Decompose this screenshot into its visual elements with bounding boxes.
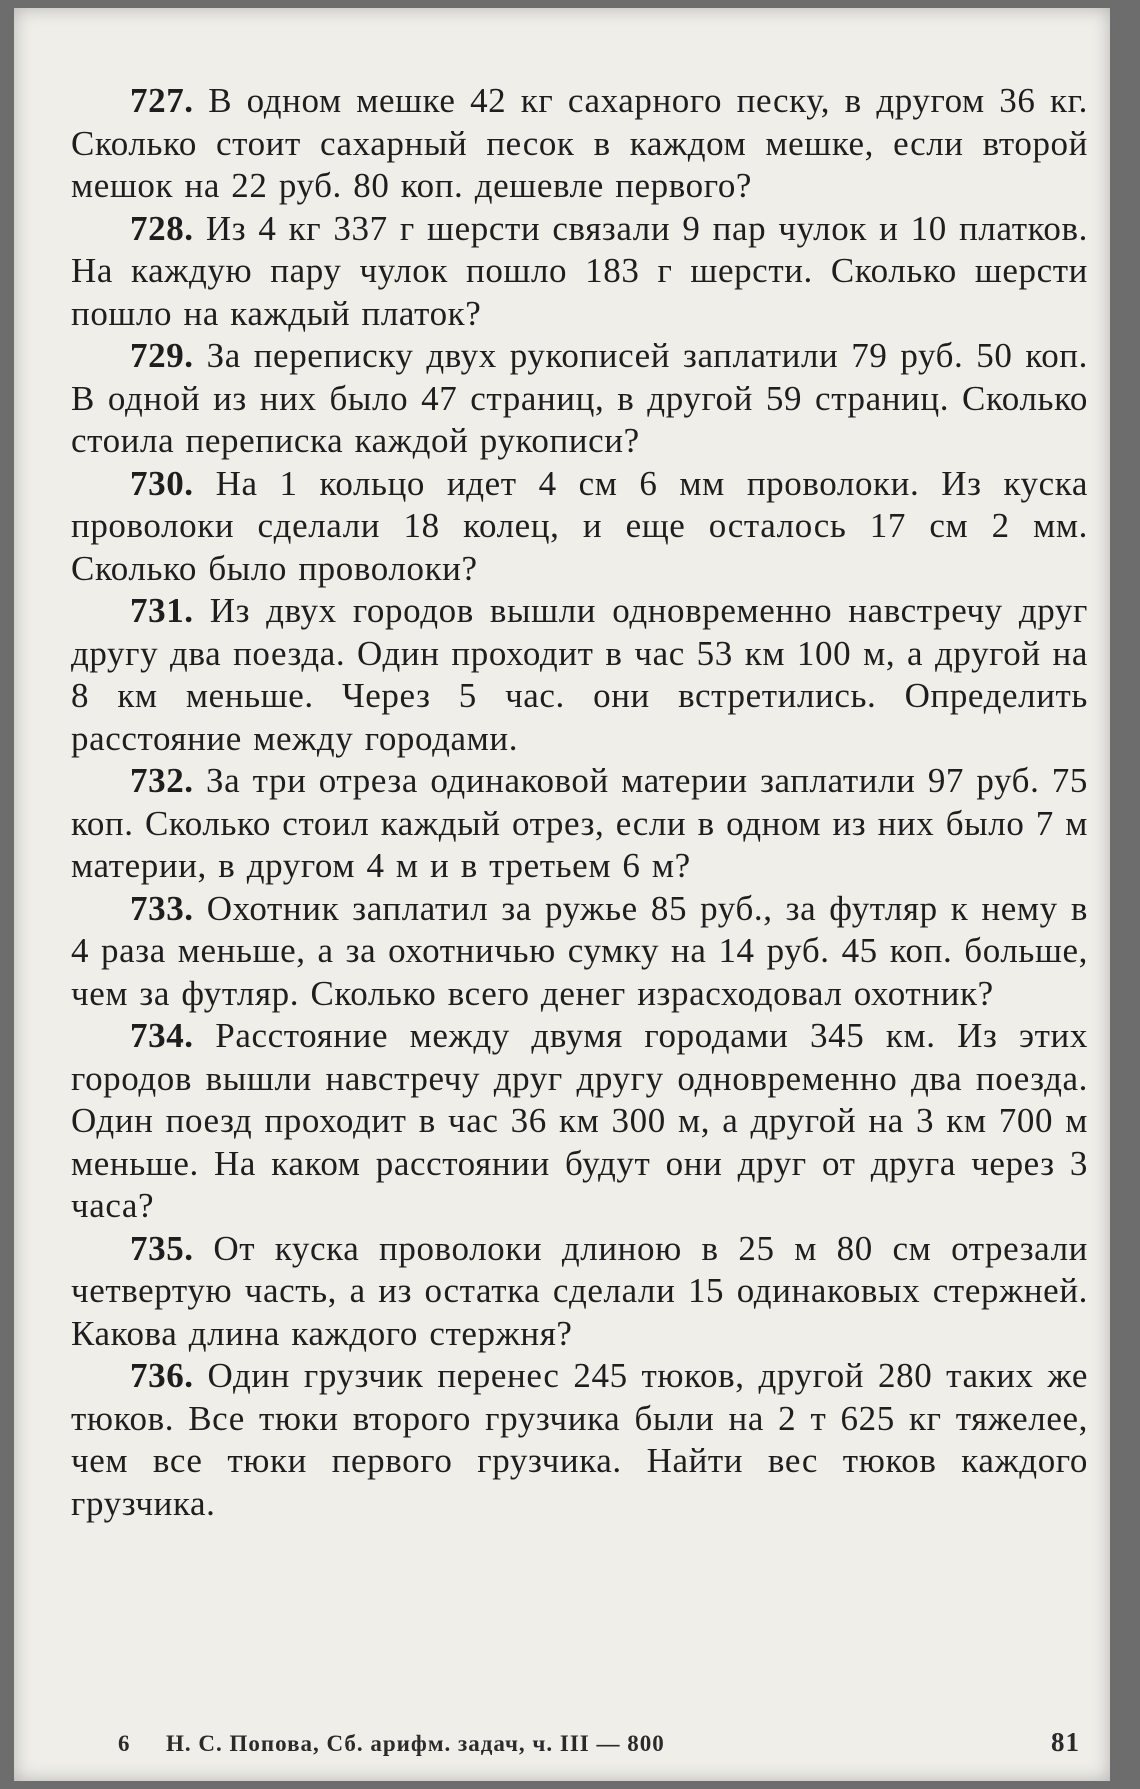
problem-728	[71, 208, 1088, 336]
problem-number: 729.	[130, 336, 194, 375]
problem-number: 733.	[130, 888, 194, 928]
problem-736	[71, 1355, 1088, 1525]
problem-732	[71, 760, 1088, 888]
problem-727	[71, 80, 1088, 208]
problem-number: 732.	[130, 761, 194, 800]
problem-number: 731.	[130, 591, 194, 630]
book-page	[14, 8, 1110, 1781]
problem-text: Из двух городов вышли одновременно навстречу друг другу два поезда. Один проходит в час 53 км 100 м, а другой на 8 км меньше. Через 5 час. они встретились. Определить расстояние между городами.	[71, 591, 1088, 758]
problem-list	[71, 80, 1088, 1525]
problem-text: За переписку двух рукописей заплатили 79 руб. 50 коп. В одной из них было 47 страниц, в другой 59 страниц. Сколько стоила переписка каждой рукописи?	[71, 336, 1088, 460]
problem-733	[71, 888, 1088, 1016]
problem-text: За три отреза одинаковой материи заплатили 97 руб. 75 коп. Сколько стоил каждый отрез, если в одном из них было 7 м материи, в другом 4 м и в третьем 6 м?	[71, 761, 1088, 885]
problem-text: От куска проволоки длиною в 25 м 80 см отрезали четвертую часть, а из остатка сделали 15 одинаковых стержней. Какова длина каждого стержня?	[71, 1228, 1088, 1353]
problem-text: Охотник заплатил за ружье 85 руб., за футляр к нему в 4 раза меньше, а за охотничью сумку на 14 руб. 45 коп. больше, чем за футляр. Сколько всего денег израсходовал охотник?	[71, 888, 1088, 1013]
signature-mark: 6	[118, 1731, 131, 1756]
problem-734	[71, 1015, 1088, 1228]
problem-number: 728.	[130, 208, 194, 248]
problem-731	[71, 590, 1088, 760]
problem-text: Из 4 кг 337 г шерсти связали 9 пар чулок и 10 платков. На каждую пару чулок пошло 183 г шерсти. Сколько шерсти пошло на каждый платок?	[71, 208, 1088, 333]
book-reference: Н. С. Попова, Сб. арифм. задач, ч. III — 800	[166, 1731, 665, 1756]
problem-number: 730.	[130, 463, 194, 503]
problem-730	[71, 463, 1088, 591]
problem-text: Один грузчик перенес 245 тюков, другой 280 таких же тюков. Все тюки второго грузчика были на 2 т 625 кг тяжелее, чем все тюки первого грузчика. Найти вес тюков каждого грузчика.	[71, 1356, 1088, 1523]
page-footer	[118, 1727, 1088, 1771]
problem-text: На 1 кольцо идет 4 см 6 мм проволоки. Из куска проволоки сделали 18 колец, и еще осталось 17 см 2 мм. Сколько было проволоки?	[71, 463, 1089, 588]
page-number: 81	[1051, 1727, 1080, 1757]
problem-729	[71, 335, 1088, 463]
problem-number: 734.	[130, 1016, 194, 1055]
problem-735	[71, 1228, 1088, 1356]
problem-number: 727.	[130, 81, 194, 120]
problem-number: 736.	[130, 1356, 194, 1395]
problem-text: В одном мешке 42 кг сахарного песку, в другом 36 кг. Сколько стоит сахарный песок в каждом мешке, если второй мешок на 22 руб. 80 коп. дешевле первого?	[71, 81, 1088, 205]
problem-number: 735.	[130, 1228, 194, 1268]
problem-text: Расстояние между двумя городами 345 км. Из этих городов вышли навстречу друг другу одновременно два поезда. Один поезд проходит в час 36 км 300 м, а другой на 3 км 700 м меньше. На каком расстоянии будут они друг от друга через 3 часа?	[71, 1016, 1088, 1225]
